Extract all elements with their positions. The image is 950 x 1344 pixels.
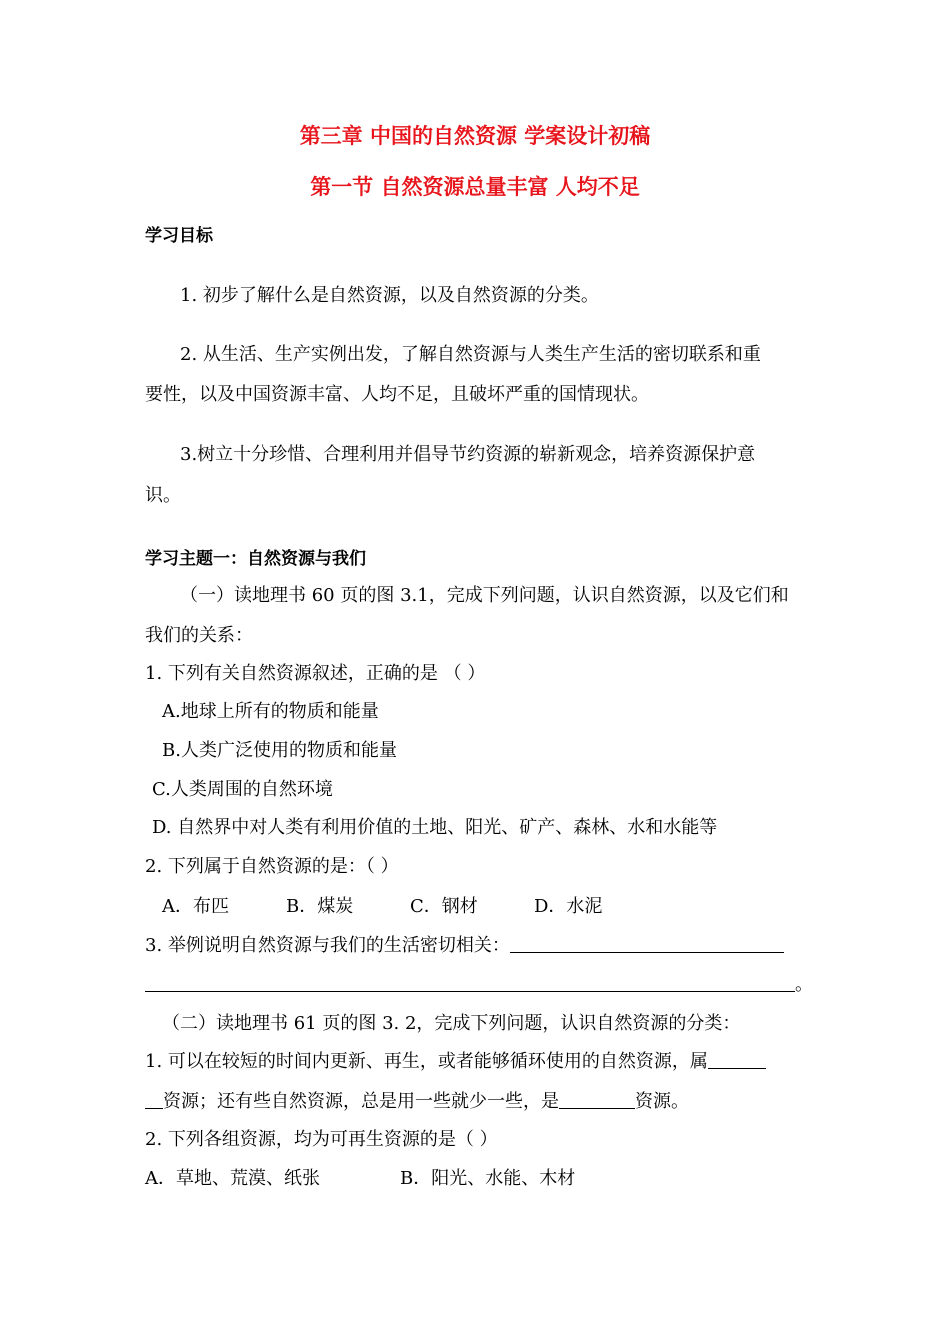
part2-question-1-text: 1. 可以在较短的时间内更新、再生，或者能够循环使用的自然资源，属: [145, 1051, 708, 1072]
answer-blank[interactable]: [145, 973, 795, 992]
question-2-option-c: C．钢材: [410, 896, 478, 917]
part1-intro-line-2: 我们的关系：: [145, 625, 253, 646]
question-1-option-d: D. 自然界中对人类有利用价值的土地、阳光、矿产、森林、水和水能等: [152, 817, 718, 838]
objective-3-line-1: 3.树立十分珍惜、合理利用并倡导节约资源的崭新观念，培养资源保护意: [180, 444, 756, 465]
answer-blank[interactable]: [559, 1090, 635, 1109]
part2-question-1-line-1: [145, 1050, 810, 1074]
objectives-heading: 学习目标: [145, 226, 213, 246]
question-1-option-a: A.地球上所有的物质和能量: [162, 701, 379, 722]
question-3-end: 。: [795, 974, 813, 995]
topic1-heading: 学习主题一：自然资源与我们: [145, 549, 366, 569]
question-3-text: 3. 举例说明自然资源与我们的生活密切相关：: [145, 935, 510, 956]
question-1: 1. 下列有关自然资源叙述，正确的是 （ ）: [145, 663, 486, 684]
objective-1: 1. 初步了解什么是自然资源，以及自然资源的分类。: [180, 285, 599, 306]
question-2-options: [162, 895, 827, 919]
answer-blank[interactable]: [708, 1050, 766, 1069]
part2-question-2-options: [145, 1167, 810, 1191]
objective-2-line-2: 要性，以及中国资源丰富、人均不足，且破坏严重的国情现状。: [145, 384, 649, 405]
part2-question-2-option-b: B．阳光、水能、木材: [400, 1168, 576, 1189]
question-1-option-c: C.人类周围的自然环境: [152, 779, 333, 800]
part2-question-2: 2. 下列各组资源，均为可再生资源的是（ ）: [145, 1129, 498, 1150]
question-2: 2. 下列属于自然资源的是：（ ）: [145, 856, 399, 877]
question-3-continuation: [145, 973, 813, 997]
question-3: [145, 934, 810, 958]
question-2-option-b: B．煤炭: [286, 896, 354, 917]
objective-3-line-2: 识。: [145, 485, 181, 506]
answer-blank[interactable]: [145, 1090, 163, 1109]
part2-question-2-option-a: A．草地、荒漠、纸张: [145, 1168, 320, 1189]
part2-question-1-line-2: [145, 1090, 810, 1114]
question-2-option-d: D．水泥: [534, 896, 603, 917]
answer-blank[interactable]: [510, 934, 784, 953]
part2-intro: （二）读地理书 61 页的图 3. 2，完成下列问题，认识自然资源的分类：: [162, 1013, 741, 1034]
section-title: 第一节 自然资源总量丰富 人均不足: [310, 175, 640, 199]
part2-question-1-mid: 资源；还有些自然资源，总是用一些就少一些，是: [163, 1091, 559, 1112]
part2-question-1-end: 资源。: [635, 1091, 689, 1112]
question-1-option-b: B.人类广泛使用的物质和能量: [162, 740, 397, 761]
part1-intro-line-1: （一）读地理书 60 页的图 3.1，完成下列问题，认识自然资源，以及它们和: [180, 585, 789, 606]
question-2-option-a: A．布匹: [162, 896, 229, 917]
chapter-title: 第三章 中国的自然资源 学案设计初稿: [299, 124, 651, 148]
objective-2-line-1: 2. 从生活、生产实例出发，了解自然资源与人类生产生活的密切联系和重: [180, 344, 761, 365]
